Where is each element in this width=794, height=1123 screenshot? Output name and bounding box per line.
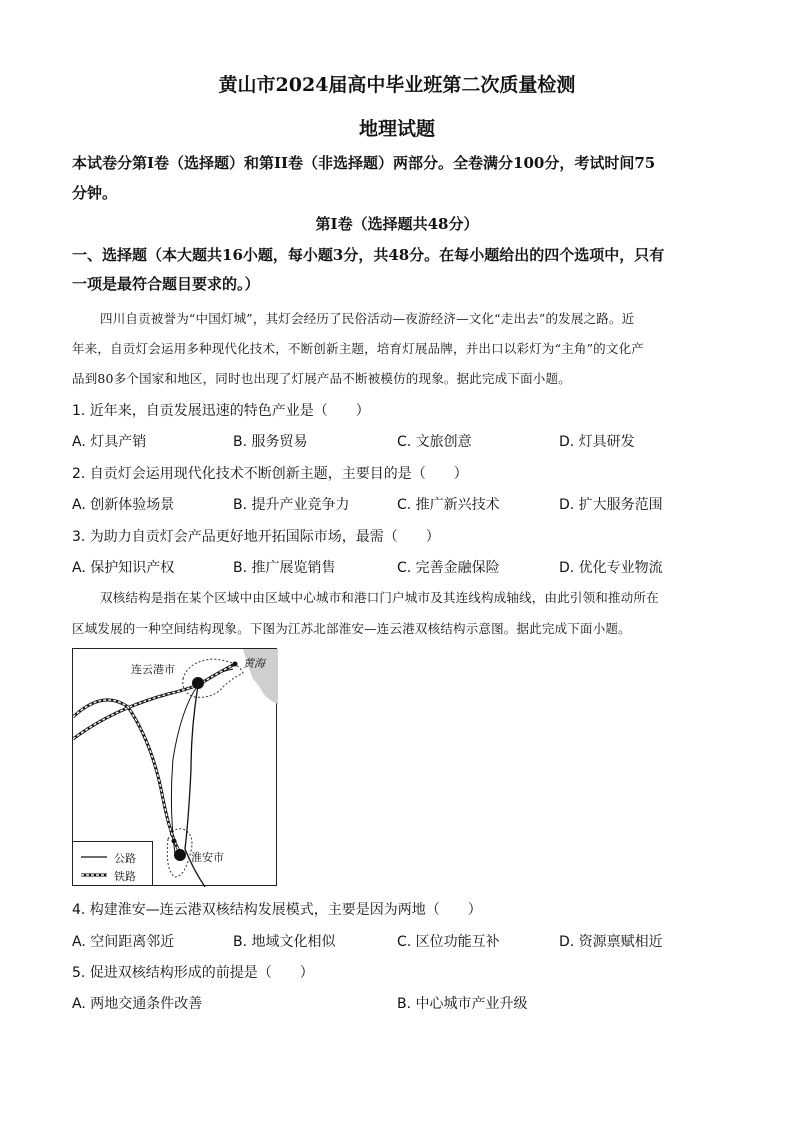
huaian-station-marker <box>172 839 177 844</box>
passage1-line-2: 年来，自贡灯会运用多种现代化技术，不断创新主题，培育灯展品牌，并出口以彩灯为“主角”的文化产 <box>72 341 644 356</box>
huaian-city-marker <box>174 849 186 861</box>
question-2-option-c[interactable]: C. 推广新兴技术 <box>397 497 500 513</box>
lianyungang-city-marker <box>192 677 204 689</box>
question-4-stem: 4. 构建淮安—连云港双核结构发展模式，主要是因为两地（ ） <box>72 902 482 918</box>
question-2-option-d[interactable]: D. 扩大服务范围 <box>559 497 663 513</box>
passage1-line-3: 品到80多个国家和地区，同时也出现了灯展产品不断被模仿的现象。据此完成下面小题。 <box>72 371 571 386</box>
question-4-option-c[interactable]: C. 区位功能互补 <box>397 934 500 950</box>
legend-rail-label: 铁路 <box>114 870 136 883</box>
question-1-option-b[interactable]: B. 服务贸易 <box>233 434 308 450</box>
port-marker <box>233 662 238 667</box>
question-3-option-c[interactable]: C. 完善金融保险 <box>397 560 500 576</box>
question-2-option-b[interactable]: B. 提升产业竞争力 <box>233 497 350 513</box>
exam-title: 黄山市2024届高中毕业班第二次质量检测 <box>218 74 576 96</box>
label-lianyungang: 连云港市 <box>131 663 175 676</box>
question-4-option-b[interactable]: B. 地域文化相似 <box>233 934 336 950</box>
question-4-option-a[interactable]: A. 空间距离邻近 <box>72 934 175 950</box>
passage2-line-1: 双核结构是指在某个区域中由区域中心城市和港口门户城市及其连线构成轴线，由此引领和推动所在 <box>100 590 659 605</box>
question-5-option-b[interactable]: B. 中心城市产业升级 <box>397 996 528 1012</box>
question-2-stem: 2. 自贡灯会运用现代化技术不断创新主题，主要目的是（ ） <box>72 466 468 482</box>
question-1-option-a[interactable]: A. 灯具产销 <box>72 434 147 450</box>
railway-line-1-inner <box>73 685 198 739</box>
question-1-option-d[interactable]: D. 灯具研发 <box>559 434 635 450</box>
railway-line-2-inner <box>73 700 181 854</box>
question-5-option-a[interactable]: A. 两地交通条件改善 <box>72 996 203 1012</box>
passage2-line-2: 区域发展的一种空间结构现象。下图为江苏北部淮安—连云港双核结构示意图。据此完成下面小题。 <box>72 621 631 636</box>
label-huaian: 淮安市 <box>191 851 224 864</box>
question-1-option-c[interactable]: C. 文旅创意 <box>397 434 472 450</box>
question-5-stem: 5. 促进双核结构形成的前提是（ ） <box>72 965 314 981</box>
question-3-option-b[interactable]: B. 推广展览销售 <box>233 560 336 576</box>
double-core-map <box>72 648 277 886</box>
passage1-line-1: 四川自贡被誉为“中国灯城”，其灯会经历了民俗活动—夜游经济—文化“走出去”的发展之路。近 <box>100 311 635 326</box>
part1-heading: 第Ⅰ卷（选择题共48分） <box>315 215 479 233</box>
subject-title: 地理试题 <box>358 118 435 140</box>
question-4-option-d[interactable]: D. 资源禀赋相近 <box>559 934 663 950</box>
intro-line-1: 本试卷分第Ⅰ卷（选择题）和第II卷（非选择题）两部分。全卷满分100分，考试时间75 <box>72 154 656 172</box>
legend-road-label: 公路 <box>114 852 136 865</box>
question-2-option-a[interactable]: A. 创新体验场景 <box>72 497 175 513</box>
intro-line-2: 分钟。 <box>72 184 118 202</box>
question-3-option-d[interactable]: D. 优化专业物流 <box>559 560 663 576</box>
question-3-stem: 3. 为助力自贡灯会产品更好地开拓国际市场，最需（ ） <box>72 529 440 545</box>
question-3-option-a[interactable]: A. 保护知识产权 <box>72 560 175 576</box>
railway-line-1-outer <box>73 685 198 739</box>
question-1-stem: 1. 近年来，自贡发展迅速的特色产业是（ ） <box>72 403 370 419</box>
railway-line-2-outer <box>73 700 181 854</box>
part1-instruction-line-2: 一项是最符合题目要求的。） <box>72 275 260 293</box>
map-legend <box>73 841 153 886</box>
part1-instruction-line-1: 一、选择题（本大题共16小题，每小题3分，共48分。在每小题给出的四个选项中，只有 <box>72 246 665 264</box>
label-yellow-sea: 黄海 <box>243 657 265 670</box>
